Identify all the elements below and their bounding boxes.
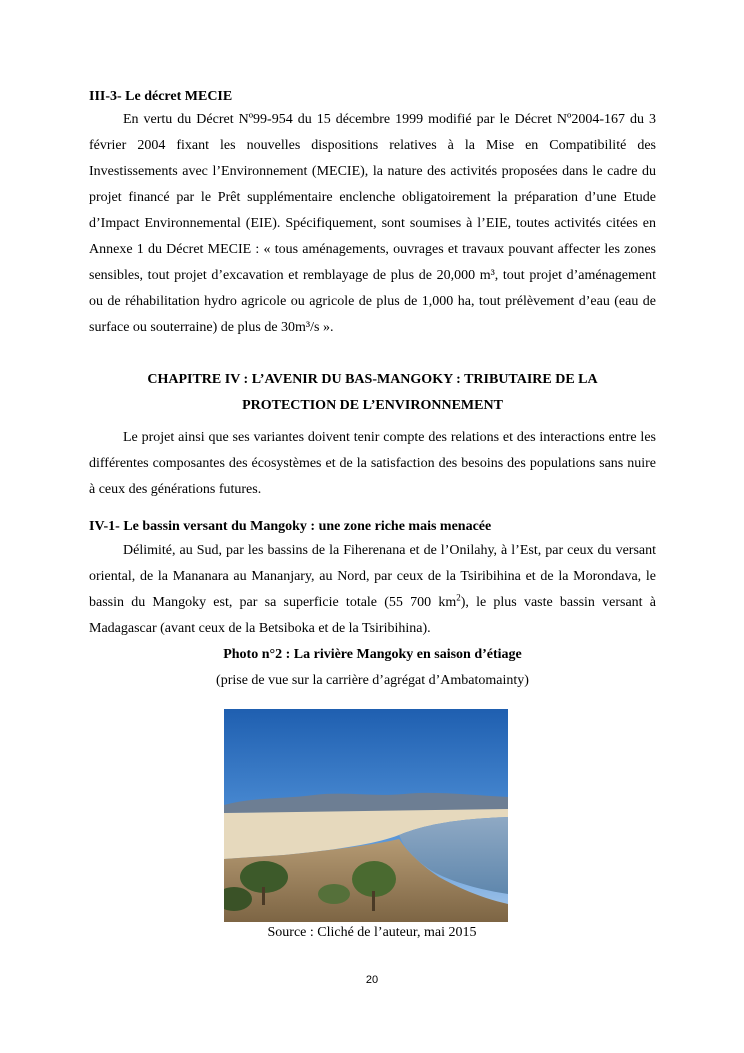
page-content	[89, 87, 656, 694]
chapter-title	[89, 367, 656, 419]
paragraph-text-part-1: Délimité, au Sud, par les bassins de la Fiherenana et de l’Onilahy, à l’Est, par ceux du versant oriental, de la Mananara au Mananjary, au Nord, par ceux de la Tsiribihina et de la Morondava, le bassin du Mangoky est, par sa superficie totale (55 700 km	[89, 543, 656, 610]
river-photo	[224, 709, 508, 922]
chapter-title-line-2: PROTECTION DE L’ENVIRONNEMENT	[242, 398, 503, 413]
paragraph-chapter-intro: Le projet ainsi que ses variantes doivent tenir compte des relations et des interactions entre les différentes composantes des écosystèmes et de la satisfaction des besoins des populations sans nuire à ceux des générations futures.	[89, 430, 656, 497]
section-heading-iv1: IV-1- Le bassin versant du Mangoky : une zone riche mais menacée	[89, 519, 492, 534]
section-heading-iii3: III-3- Le décret MECIE	[89, 89, 233, 104]
paragraph-bassin-versant	[89, 538, 656, 642]
photo-title: Photo n°2 : La rivière Mangoky en saison d’étiage	[223, 647, 522, 662]
paragraph-mecie: En vertu du Décret Nº99-954 du 15 décembre 1999 modifié par le Décret Nº2004-167 du 3 février 2004 fixant les nouvelles dispositions relatives à la Mise en Compatibilité des Investissements avec l’Environnement (MECIE), la nature des activités proposées dans le cadre du projet financé par le Prêt supplémentaire enclenche obligatoirement la préparation d’une Etude d’Impact Environnemental (EIE). Spécifiquement, sont soumises à l’EIE, toutes activités citées en Annexe 1 du Décret MECIE : « tous aménagements, ouvrages et travaux pouvant affecter les zones sensibles, tout projet d’excavation et remblayage de plus de 20,000 m³, tout projet d’aménagement ou de réhabilitation hydro agricole ou agricole de plus de 1,000 ha, tout prélèvement d’eau (eau de surface ou souterraine) de plus de 30m³/s ».	[89, 112, 656, 335]
photo-subtitle: (prise de vue sur la carrière d’agrégat d’Ambatomainty)	[216, 673, 529, 688]
paragraph-text-part-2: ), le plus vaste bassin versant à Madagascar (avant ceux de la Betsiboka et de la Tsiribihina).	[89, 595, 657, 636]
page-number: 20	[365, 974, 379, 986]
photo-source: Source : Cliché de l’auteur, mai 2015	[267, 925, 477, 940]
superscript-exponent: 2	[456, 592, 461, 603]
chapter-title-line-1: CHAPITRE IV : L’AVENIR DU BAS-MANGOKY : TRIBUTAIRE DE LA	[147, 372, 598, 387]
